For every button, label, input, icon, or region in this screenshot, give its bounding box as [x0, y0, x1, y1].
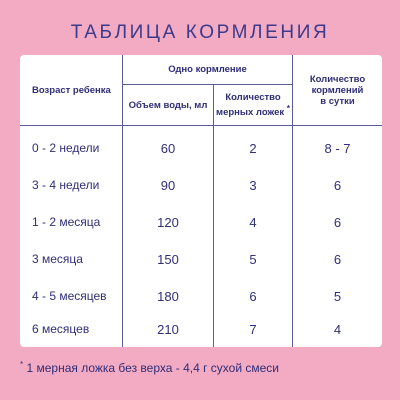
row-age: 4 - 5 месяцев: [32, 289, 107, 303]
header-water: Объем воды, мл: [128, 99, 208, 111]
row-age: 0 - 2 недели: [32, 141, 100, 155]
row-water: 90: [160, 177, 176, 193]
row-age: 3 месяца: [32, 252, 83, 266]
header-per-day: [293, 55, 382, 125]
row-age: 6 месяцев: [32, 322, 90, 336]
row-per-day: 5: [333, 288, 342, 304]
row-water: 60: [160, 140, 176, 156]
row-scoops: 2: [249, 140, 257, 156]
footnote-text: 1 мерная ложка без верха - 4,4 г сухой смеси: [23, 361, 279, 375]
header-age: Возраст ребенка: [32, 84, 111, 96]
footnote-mark: *: [20, 360, 24, 369]
header-per-day-line3: в сутки: [320, 95, 355, 107]
row-per-day: 8 - 7: [324, 140, 351, 156]
row-scoops: 4: [249, 214, 257, 230]
divider-header: [20, 125, 382, 126]
row-scoops: 5: [249, 251, 257, 267]
header-scoops-line1: Количество: [225, 91, 281, 103]
row-scoops: 7: [249, 321, 257, 337]
row-per-day: 6: [333, 214, 342, 230]
page-title: ТАБЛИЦА КОРМЛЕНИЯ: [70, 22, 330, 43]
header-one-feeding: Одно кормление: [168, 64, 247, 75]
row-water: 150: [157, 251, 179, 267]
row-water: 180: [157, 288, 179, 304]
row-age: 3 - 4 недели: [32, 178, 100, 192]
header-per-day-line1: Количество: [309, 73, 366, 85]
header-scoops-mark: *: [286, 103, 290, 113]
row-per-day: 4: [333, 321, 342, 337]
row-scoops: 6: [249, 288, 257, 304]
header-scoops: [214, 85, 292, 125]
row-per-day: 6: [333, 177, 342, 193]
row-water: 120: [157, 214, 179, 230]
row-scoops: 3: [249, 177, 257, 193]
feeding-table: [20, 55, 382, 347]
row-age: 1 - 2 месяца: [32, 215, 101, 229]
row-per-day: 6: [333, 251, 342, 267]
header-scoops-line2: мерных ложек *: [216, 103, 290, 119]
header-per-day-line2: кормлений: [311, 84, 364, 96]
footnote: [20, 360, 390, 375]
row-water: 210: [157, 321, 179, 337]
